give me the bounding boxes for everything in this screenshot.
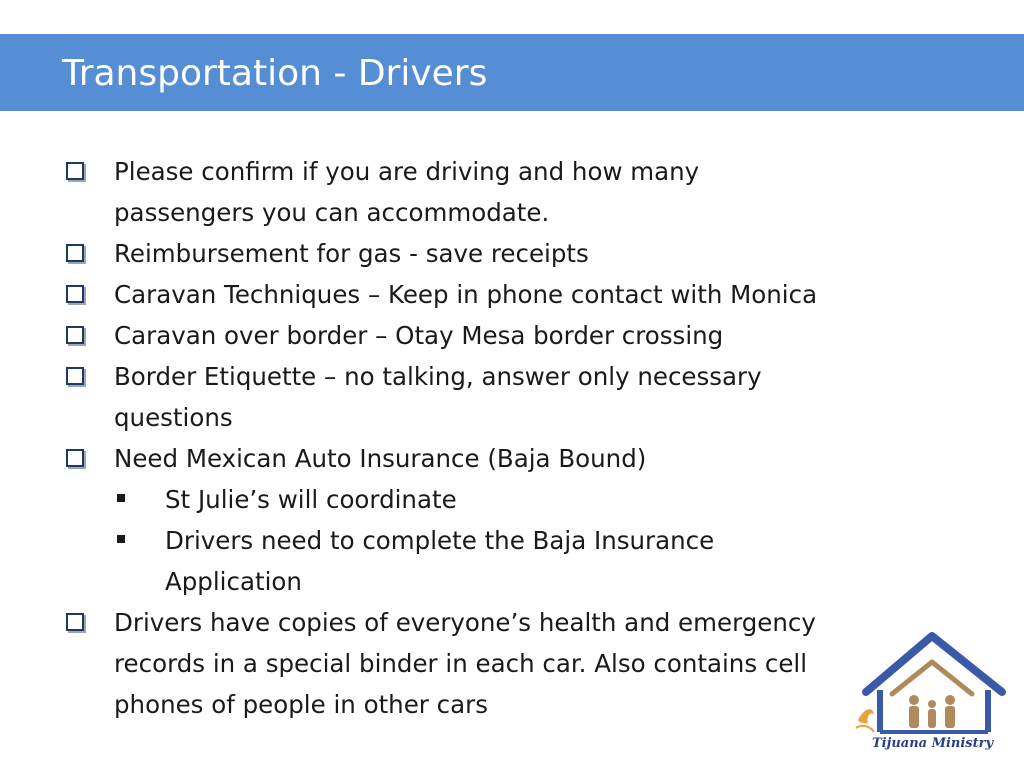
bullet-line: passengers you can accommodate. bbox=[114, 198, 550, 227]
bullet-line: Border Etiquette – no talking, answer only necessary bbox=[114, 362, 762, 391]
bullet-line: Need Mexican Auto Insurance (Baja Bound) bbox=[114, 444, 647, 473]
bullet-line: Caravan over border – Otay Mesa border crossing bbox=[114, 321, 724, 350]
checkbox-bullet-icon bbox=[66, 326, 84, 344]
bullet-line: phones of people in other cars bbox=[114, 690, 488, 719]
checkbox-bullet-icon bbox=[66, 162, 84, 180]
logo-text: Tijuana Ministry bbox=[872, 736, 994, 751]
checkbox-bullet-icon bbox=[66, 613, 84, 631]
bullet-line: Please confirm if you are driving and how many bbox=[114, 157, 700, 186]
sub-bullet-line: Drivers need to complete the Baja Insurance bbox=[165, 526, 715, 555]
bullet-line: Reimbursement for gas - save receipts bbox=[114, 239, 589, 268]
checkbox-bullet-icon bbox=[66, 449, 84, 467]
sub-bullet-line: Application bbox=[165, 567, 302, 596]
dove-icon bbox=[858, 709, 874, 724]
square-bullet-icon bbox=[117, 494, 125, 502]
square-bullet-icon bbox=[117, 535, 125, 543]
checkbox-bullet-icon bbox=[66, 367, 84, 385]
bullet-line: Drivers have copies of everyone’s health and emergency bbox=[114, 608, 816, 637]
slide-title: Transportation - Drivers bbox=[62, 53, 488, 94]
bullet-line: questions bbox=[114, 403, 233, 432]
bullet-line: Caravan Techniques – Keep in phone contact with Monica bbox=[114, 280, 818, 309]
bullet-line: records in a special binder in each car. Also contains cell bbox=[114, 649, 808, 678]
tijuana-ministry-logo bbox=[852, 628, 1012, 754]
checkbox-bullet-icon bbox=[66, 244, 84, 262]
sub-bullet-line: St Julie’s will coordinate bbox=[165, 485, 457, 514]
family-figures-icon bbox=[909, 695, 955, 728]
checkbox-bullet-icon bbox=[66, 285, 84, 303]
inner-roof-icon bbox=[892, 662, 972, 694]
dove-wing-icon bbox=[856, 726, 874, 732]
